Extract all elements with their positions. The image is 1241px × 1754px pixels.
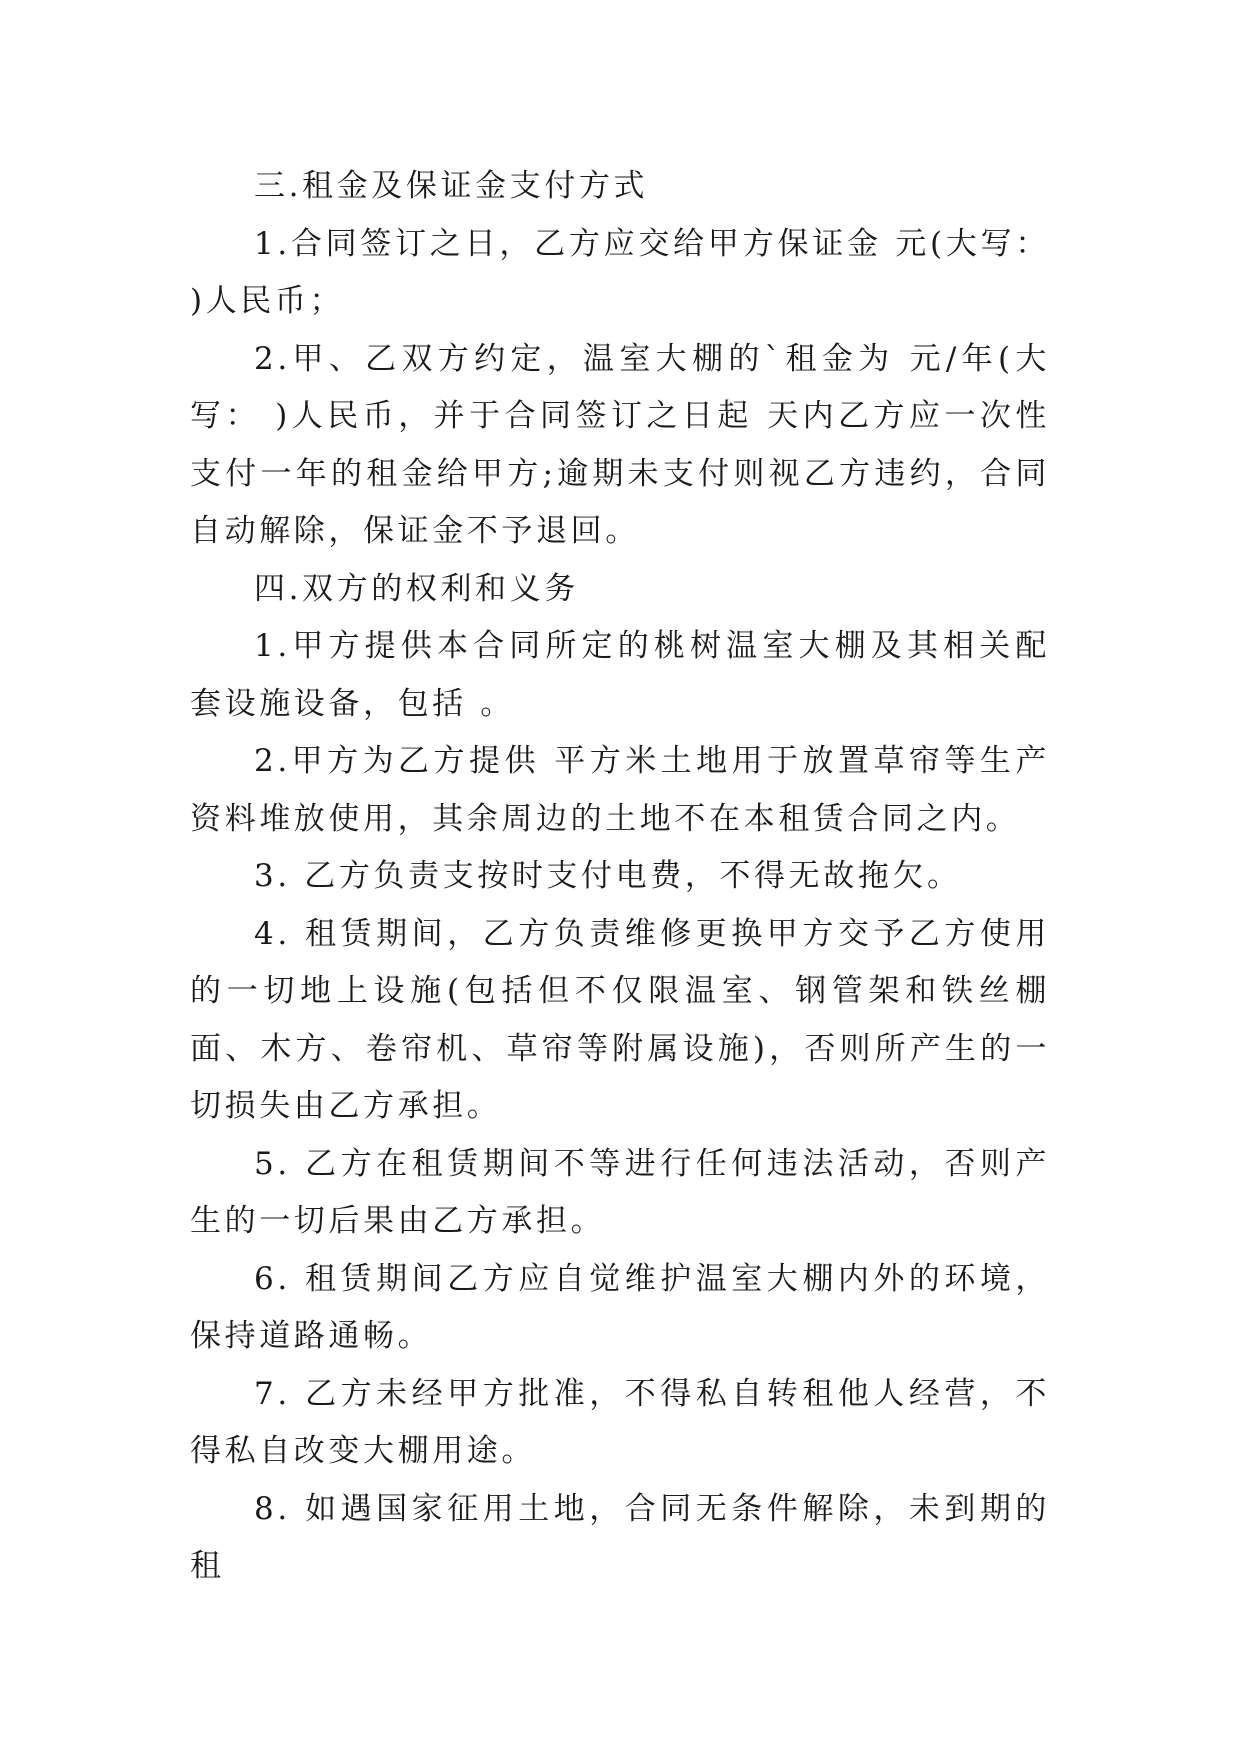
clause-expropriation: 8. 如遇国家征用土地，合同无条件解除，未到期的租 xyxy=(190,1490,1050,1584)
section-heading-rights: 四.双方的权利和义务 xyxy=(254,570,579,607)
clause-legal: 5. 乙方在租赁期间不等进行任何违法活动，否则产生的一切后果由乙方承担。 xyxy=(190,1145,1050,1239)
clause-electricity: 3. 乙方负责支按时支付电费，不得无故拖欠。 xyxy=(254,858,962,894)
document-body xyxy=(190,158,1050,1596)
clause-rent: 2.甲、乙双方约定，温室大棚的`租金为 元/年(大写： )人民币，并于合同签订之日起 天内乙方应一次性支付一年的租金给甲方;逾期未支付则视乙方违约，合同自动解除，保证金不予退回。 xyxy=(190,340,1050,549)
clause-land: 2.甲方为乙方提供 平方米土地用于放置草帘等生产资料堆放使用，其余周边的土地不在本租赁合同之内。 xyxy=(190,743,1050,837)
clause-deposit: 1.合同签订之日，乙方应交给甲方保证金 元(大写： )人民币； xyxy=(190,225,1050,319)
section-heading-payment: 三.租金及保证金支付方式 xyxy=(254,168,649,204)
clause-maintenance: 4. 租赁期间，乙方负责维修更换甲方交予乙方使用的一切地上设施(包括但不仅限温室、钢管架和铁丝棚面、木方、卷帘机、草帘等附属设施)，否则所产生的一切损失由乙方承担。 xyxy=(190,915,1050,1124)
clause-environment: 6. 租赁期间乙方应自觉维护温室大棚内外的环境，保持道路通畅。 xyxy=(190,1260,1050,1354)
clause-facilities: 1.甲方提供本合同所定的桃树温室大棚及其相关配套设施设备，包括 。 xyxy=(190,628,1050,722)
clause-sublease: 7. 乙方未经甲方批准，不得私自转租他人经营，不得私自改变大棚用途。 xyxy=(190,1375,1050,1469)
